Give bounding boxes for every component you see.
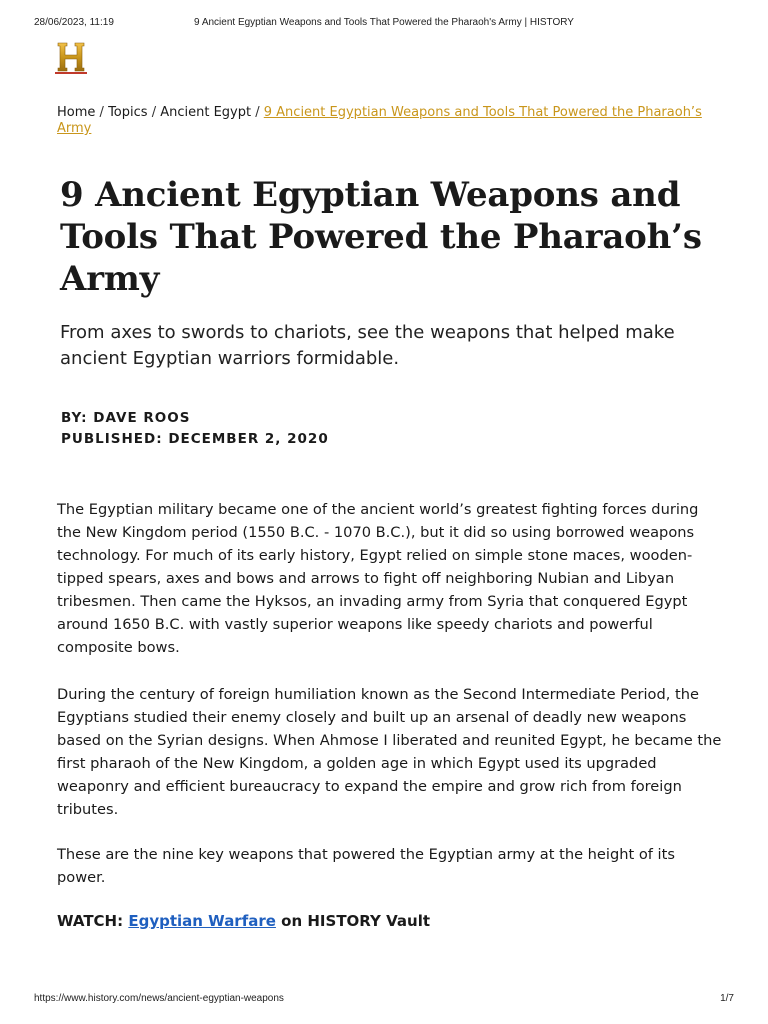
breadcrumb-separator: / xyxy=(99,105,104,120)
print-url: https://www.history.com/news/ancient-egyptian-weapons xyxy=(34,993,284,1004)
breadcrumb-topics[interactable]: Topics xyxy=(108,105,148,120)
print-footer xyxy=(34,993,734,1007)
egyptian-warfare-link[interactable]: Egyptian Warfare xyxy=(128,912,276,930)
article-subtitle: From axes to swords to chariots, see the weapons that helped make ancient Egyptian warriors formidable. xyxy=(60,322,675,369)
print-page-title: 9 Ancient Egyptian Weapons and Tools That Powered the Pharaoh's Army | HISTORY xyxy=(194,17,574,28)
breadcrumb xyxy=(57,105,707,137)
article-paragraph: These are the nine key weapons that powered the Egyptian army at the height of its power. xyxy=(57,846,675,886)
article-meta xyxy=(61,408,561,450)
article-paragraph: During the century of foreign humiliation known as the Second Intermediate Period, the Egyptians studied their enemy closely and built up an arsenal of deadly new weapons based on the Syrian designs. When Ahmose I liberated and reunited Egypt, he became the first pharaoh of the New Kingdom, a golden age in which Egypt used its upgraded weaponry and efficient bureaucracy to expand the empire and grow rich from foreign tributes. xyxy=(57,686,722,818)
logo-underline xyxy=(55,72,87,74)
article-paragraph: The Egyptian military became one of the ancient world’s greatest fighting forces during the New Kingdom period (1550 B.C. - 1070 B.C.), but it did so using borrowed weapons technology. For much of its early history, Egypt relied on simple stone maces, wooden-tipped spears, axes and bows and arrows to fight off neighboring Nubian and Libyan tribesmen. Then came the Hyksos, an invading army from Syria that conquered Egypt around 1650 B.C. with vastly superior weapons like speedy chariots and powerful composite bows. xyxy=(57,501,699,656)
breadcrumb-separator: / xyxy=(151,105,157,120)
breadcrumb-separator: / xyxy=(255,105,260,120)
breadcrumb-current-article[interactable]: 9 Ancient Egyptian Weapons and Tools That Powered the Pharaoh’s Army xyxy=(57,105,702,136)
breadcrumb-home[interactable]: Home xyxy=(57,105,96,120)
article-title: 9 Ancient Egyptian Weapons and Tools That Powered the Pharaoh’s Army xyxy=(60,175,702,299)
print-datetime: 28/06/2023, 11:19 xyxy=(34,17,114,28)
breadcrumb-ancient-egypt[interactable]: Ancient Egypt xyxy=(160,105,252,120)
history-logo-icon[interactable] xyxy=(56,42,86,74)
watch-suffix: on HISTORY Vault xyxy=(281,912,431,930)
watch-promo xyxy=(57,910,722,933)
watch-label: WATCH: xyxy=(57,912,124,930)
published-date: PUBLISHED: DECEMBER 2, 2020 xyxy=(61,431,329,447)
print-page-count: 1/7 xyxy=(720,993,734,1004)
print-header xyxy=(34,17,734,31)
author-byline: BY: DAVE ROOS xyxy=(61,410,191,426)
